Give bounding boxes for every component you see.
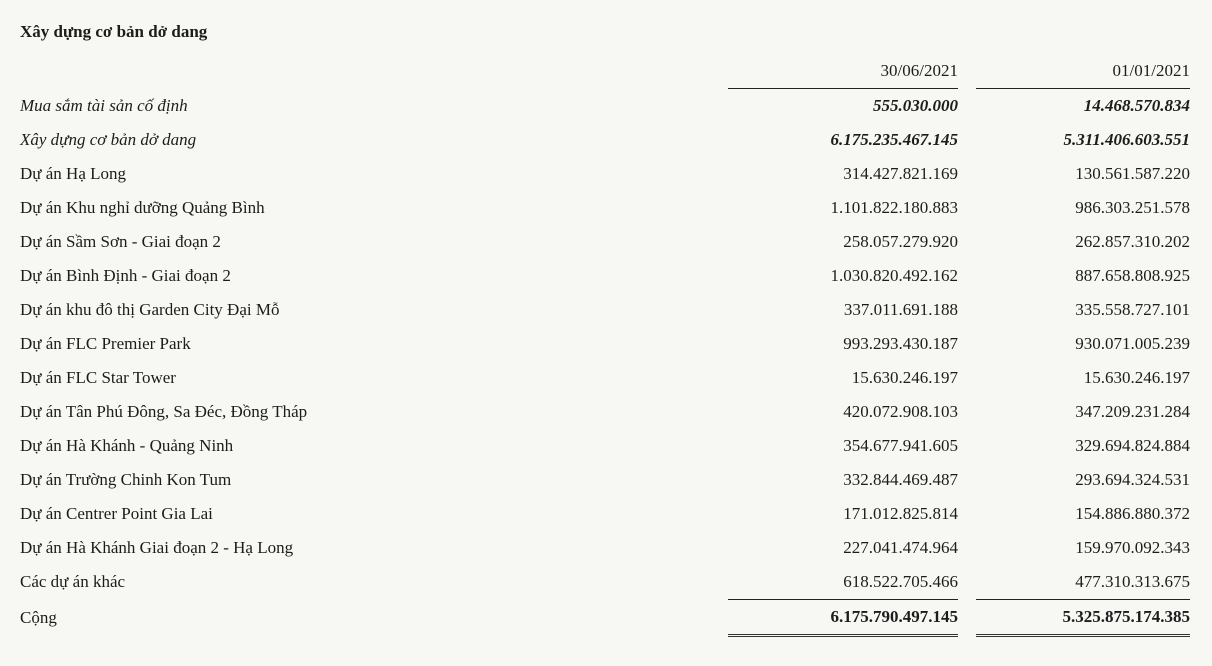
row-label: Dự án Hà Khánh Giai đoạn 2 - Hạ Long xyxy=(20,538,294,557)
table-row xyxy=(20,429,1190,463)
value-01-01-2021: 14.468.570.834 xyxy=(1083,96,1190,115)
total-label: Cộng xyxy=(20,608,57,627)
table-row xyxy=(20,123,1190,157)
value-01-01-2021: 335.558.727.101 xyxy=(1075,300,1190,319)
table-row xyxy=(20,293,1190,327)
row-label: Xây dựng cơ bản dở dang xyxy=(20,130,197,149)
row-label: Dự án Hạ Long xyxy=(20,164,126,183)
value-01-01-2021: 5.311.406.603.551 xyxy=(1063,130,1190,149)
table-row xyxy=(20,531,1190,565)
table-row xyxy=(20,463,1190,497)
value-01-01-2021: 477.310.313.675 xyxy=(1075,572,1190,591)
row-label: Dự án Khu nghỉ dưỡng Quảng Bình xyxy=(20,198,265,217)
row-label: Dự án Centrer Point Gia Lai xyxy=(20,504,213,523)
column-header-01-01-2021: 01/01/2021 xyxy=(976,54,1190,89)
value-01-01-2021: 130.561.587.220 xyxy=(1075,164,1190,183)
value-01-01-2021: 986.303.251.578 xyxy=(1075,198,1190,217)
total-01-01-2021: 5.325.875.174.385 xyxy=(976,599,1190,637)
row-label: Dự án Trường Chinh Kon Tum xyxy=(20,470,232,489)
value-30-06-2021: 332.844.469.487 xyxy=(843,470,958,489)
table-row xyxy=(20,259,1190,293)
table-row xyxy=(20,157,1190,191)
value-01-01-2021: 329.694.824.884 xyxy=(1075,436,1190,455)
row-label: Dự án Sầm Sơn - Giai đoạn 2 xyxy=(20,232,221,251)
row-label: Dự án Tân Phú Đông, Sa Đéc, Đồng Tháp xyxy=(20,402,308,421)
value-30-06-2021: 15.630.246.197 xyxy=(851,368,958,387)
label-column-header xyxy=(20,54,728,89)
section-title: Xây dựng cơ bản dở dang xyxy=(20,22,208,41)
row-label: Dự án FLC Star Tower xyxy=(20,368,176,387)
total-30-06-2021: 6.175.790.497.145 xyxy=(728,599,958,637)
total-row xyxy=(20,599,1190,637)
column-header-30-06-2021: 30/06/2021 xyxy=(728,54,958,89)
value-30-06-2021: 1.101.822.180.883 xyxy=(830,198,958,217)
value-01-01-2021: 154.886.880.372 xyxy=(1075,504,1190,523)
value-30-06-2021: 993.293.430.187 xyxy=(843,334,958,353)
value-01-01-2021: 293.694.324.531 xyxy=(1075,470,1190,489)
value-01-01-2021: 887.658.808.925 xyxy=(1075,266,1190,285)
row-label: Dự án Hà Khánh - Quảng Ninh xyxy=(20,436,234,455)
table-row xyxy=(20,395,1190,429)
table-row xyxy=(20,565,1190,599)
value-30-06-2021: 227.041.474.964 xyxy=(843,538,958,557)
value-30-06-2021: 420.072.908.103 xyxy=(843,402,958,421)
value-30-06-2021: 354.677.941.605 xyxy=(843,436,958,455)
value-30-06-2021: 1.030.820.492.162 xyxy=(830,266,958,285)
value-01-01-2021: 347.209.231.284 xyxy=(1075,402,1190,421)
table-row xyxy=(20,225,1190,259)
value-30-06-2021: 314.427.821.169 xyxy=(843,164,958,183)
value-30-06-2021: 6.175.235.467.145 xyxy=(830,130,958,149)
table-header-row xyxy=(20,54,1190,89)
value-30-06-2021: 618.522.705.466 xyxy=(843,572,958,591)
table-row xyxy=(20,89,1190,123)
row-label: Dự án khu đô thị Garden City Đại Mỗ xyxy=(20,300,280,319)
table-row xyxy=(20,361,1190,395)
table-row xyxy=(20,497,1190,531)
table-row xyxy=(20,327,1190,361)
table-row xyxy=(20,191,1190,225)
value-30-06-2021: 337.011.691.188 xyxy=(843,300,958,319)
value-01-01-2021: 262.857.310.202 xyxy=(1075,232,1190,251)
construction-in-progress-table xyxy=(20,54,1190,637)
row-label: Dự án Bình Định - Giai đoạn 2 xyxy=(20,266,231,285)
value-01-01-2021: 930.071.005.239 xyxy=(1075,334,1190,353)
row-label: Các dự án khác xyxy=(20,572,126,591)
value-30-06-2021: 171.012.825.814 xyxy=(843,504,958,523)
row-label: Dự án FLC Premier Park xyxy=(20,334,191,353)
value-30-06-2021: 258.057.279.920 xyxy=(843,232,958,251)
value-01-01-2021: 15.630.246.197 xyxy=(1083,368,1190,387)
row-label: Mua sắm tài sản cố định xyxy=(20,96,188,115)
value-30-06-2021: 555.030.000 xyxy=(873,96,958,115)
value-01-01-2021: 159.970.092.343 xyxy=(1075,538,1190,557)
